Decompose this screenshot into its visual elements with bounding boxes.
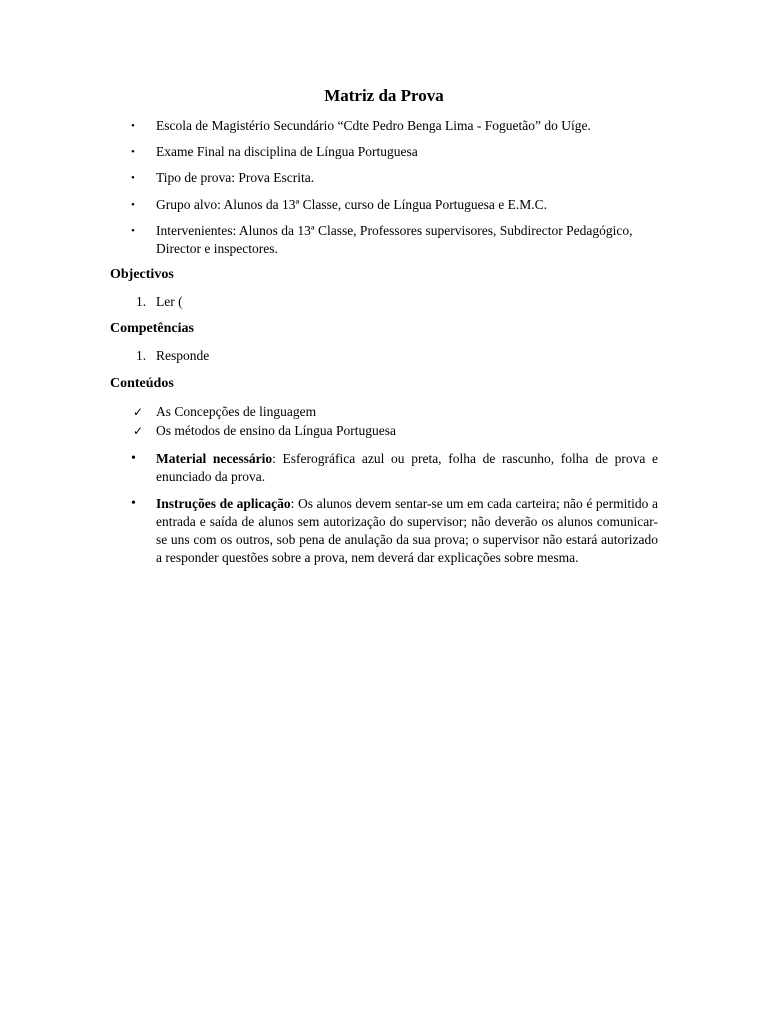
document-title: Matriz da Prova xyxy=(324,86,444,105)
bullet-icon: • xyxy=(131,146,135,158)
bullet-icon: • xyxy=(131,451,136,466)
intro-item-type: Tipo de prova: Prova Escrita. xyxy=(156,170,315,185)
instructions-text: : Os alunos devem sentar-se um em cada carteira; não é permitido a entrada e saída de alunos sem autorização do supervisor; não deverão os alunos comunicar-se uns com os outros, sob pena de anulação da sua prova; o supervisor não estará autorizado a responder questões sobre a prova, nem deverá dar explicações sobre mesma. xyxy=(156,496,658,565)
bullet-icon: • xyxy=(131,225,135,237)
objective-item: Ler ( xyxy=(156,294,183,309)
instructions-paragraph xyxy=(156,495,658,567)
bullet-icon: • xyxy=(131,496,136,511)
bullet-icon: • xyxy=(131,199,135,211)
bullet-icon: • xyxy=(131,120,135,132)
intro-item-target-group: Grupo alvo: Alunos da 13ª Classe, curso de Língua Portuguesa e E.M.C. xyxy=(156,197,548,212)
intro-item-participants: Intervenientes: Alunos da 13ª Classe, Professores supervisores, Subdirector Pedagógico, Director e inspectores. xyxy=(156,223,633,256)
list-number: 1. xyxy=(136,348,147,363)
material-paragraph xyxy=(156,450,658,486)
checkmark-icon: ✓ xyxy=(133,424,144,438)
material-label: Material necessário xyxy=(156,451,273,466)
bullet-icon: • xyxy=(131,172,135,184)
material-text: : Esferográfica azul ou preta, folha de rascunho, folha de prova e enunciado da prova. xyxy=(156,451,658,484)
contents-heading: Conteúdos xyxy=(110,376,174,391)
competency-item: Responde xyxy=(156,348,210,363)
objectives-heading: Objectivos xyxy=(110,267,174,282)
instructions-label: Instruções de aplicação xyxy=(156,496,291,511)
intro-item-school: Escola de Magistério Secundário “Cdte Pedro Benga Lima - Foguetão” do Uíge. xyxy=(156,118,591,133)
content-item: As Concepções de linguagem xyxy=(156,404,317,419)
checkmark-icon: ✓ xyxy=(133,405,144,419)
intro-item-exam: Exame Final na disciplina de Língua Portuguesa xyxy=(156,144,418,159)
content-item: Os métodos de ensino da Língua Portuguesa xyxy=(156,423,396,438)
competencies-heading: Competências xyxy=(110,321,194,336)
list-number: 1. xyxy=(136,294,147,309)
